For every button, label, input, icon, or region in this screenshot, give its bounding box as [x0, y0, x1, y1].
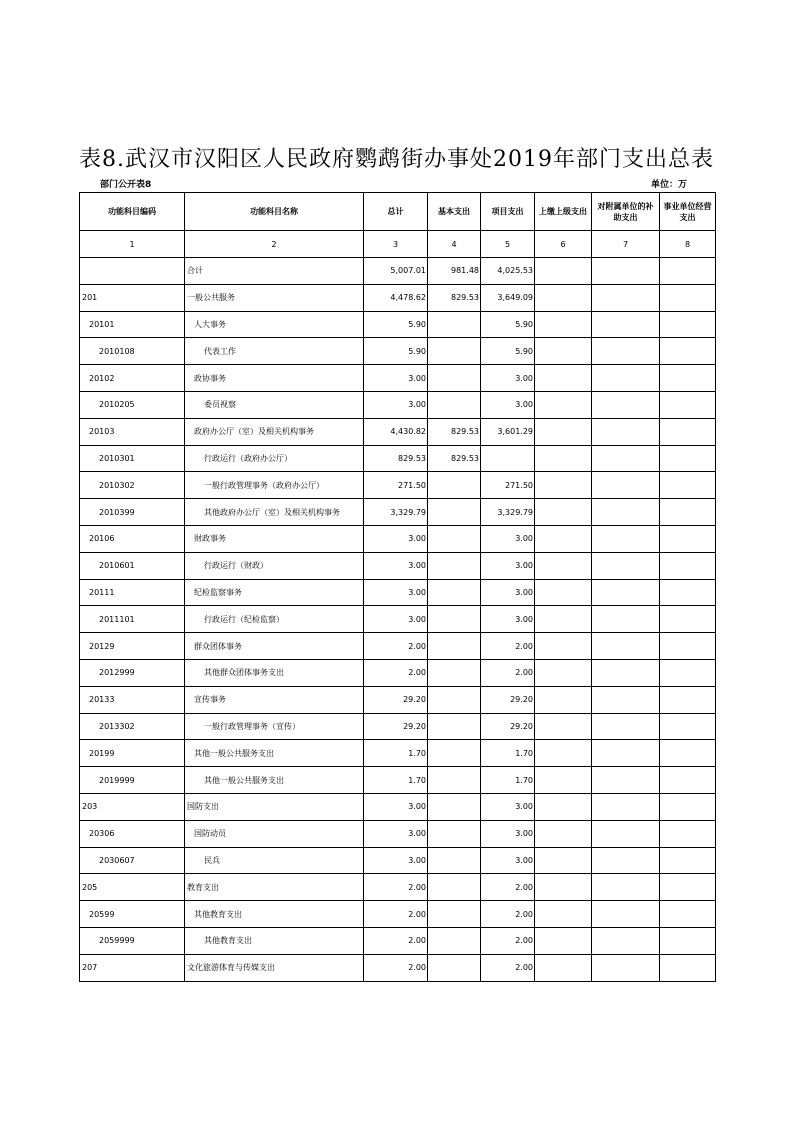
cell-code: 20106 [80, 525, 185, 552]
cell-basic: 829.53 [428, 284, 481, 311]
cell-code: 2010601 [80, 552, 185, 579]
cell-basic: 981.48 [428, 258, 481, 285]
cell-project: 2.00 [481, 659, 535, 686]
header-row [80, 193, 716, 231]
cell-name: 行政运行（纪检监察） [185, 606, 364, 633]
cell-upper [535, 713, 592, 740]
cell-basic [428, 525, 481, 552]
header-num: 4 [428, 231, 481, 258]
table-row [80, 767, 716, 794]
header-basic: 基本支出 [428, 193, 481, 231]
cell-project: 3,329.79 [481, 499, 535, 526]
cell-subsidy [592, 847, 660, 874]
cell-subsidy [592, 659, 660, 686]
cell-project: 3.00 [481, 820, 535, 847]
cell-basic [428, 311, 481, 338]
cell-code: 20129 [80, 633, 185, 660]
cell-project: 29.20 [481, 686, 535, 713]
cell-business [660, 338, 716, 365]
cell-name: 民兵 [185, 847, 364, 874]
cell-project: 5.90 [481, 338, 535, 365]
cell-total: 3.00 [364, 606, 428, 633]
cell-project: 5.90 [481, 311, 535, 338]
table-row [80, 874, 716, 901]
table-row [80, 338, 716, 365]
cell-subsidy [592, 820, 660, 847]
header-subsidy: 对附属单位的补助支出 [592, 193, 660, 231]
cell-basic [428, 820, 481, 847]
table-row [80, 311, 716, 338]
cell-name: 一般行政管理事务（政府办公厅） [185, 472, 364, 499]
cell-project: 2.00 [481, 874, 535, 901]
cell-upper [535, 552, 592, 579]
cell-business [660, 847, 716, 874]
cell-project: 1.70 [481, 767, 535, 794]
table-row [80, 927, 716, 954]
cell-total: 3.00 [364, 847, 428, 874]
cell-total: 271.50 [364, 472, 428, 499]
unit-label: 单位：万 [651, 180, 688, 190]
cell-upper [535, 606, 592, 633]
cell-business [660, 391, 716, 418]
cell-business [660, 365, 716, 392]
cell-total: 3.00 [364, 793, 428, 820]
cell-business [660, 499, 716, 526]
table-row [80, 659, 716, 686]
cell-upper [535, 793, 592, 820]
cell-total: 2.00 [364, 659, 428, 686]
cell-code: 207 [80, 954, 185, 981]
cell-subsidy [592, 499, 660, 526]
header-num: 1 [80, 231, 185, 258]
cell-subsidy [592, 633, 660, 660]
table-row [80, 499, 716, 526]
cell-subsidy [592, 472, 660, 499]
cell-subsidy [592, 365, 660, 392]
cell-project: 3.00 [481, 391, 535, 418]
cell-project: 3.00 [481, 365, 535, 392]
cell-total: 3.00 [364, 552, 428, 579]
cell-project: 29.20 [481, 713, 535, 740]
cell-code: 2010301 [80, 445, 185, 472]
cell-subsidy [592, 258, 660, 285]
header-num: 7 [592, 231, 660, 258]
cell-total: 3.00 [364, 391, 428, 418]
cell-subsidy [592, 874, 660, 901]
cell-code: 2010205 [80, 391, 185, 418]
cell-name: 一般公共服务 [185, 284, 364, 311]
table-body [80, 258, 716, 982]
cell-name: 合计 [185, 258, 364, 285]
cell-project: 4,025.53 [481, 258, 535, 285]
cell-total: 5.90 [364, 338, 428, 365]
cell-code: 2012999 [80, 659, 185, 686]
cell-subsidy [592, 767, 660, 794]
cell-name: 政府办公厅（室）及相关机构事务 [185, 418, 364, 445]
cell-name: 财政事务 [185, 525, 364, 552]
cell-total: 4,478.62 [364, 284, 428, 311]
cell-code: 20306 [80, 820, 185, 847]
cell-total: 3.00 [364, 579, 428, 606]
cell-business [660, 659, 716, 686]
cell-name: 纪检监察事务 [185, 579, 364, 606]
cell-name: 国防动员 [185, 820, 364, 847]
cell-name: 群众团体事务 [185, 633, 364, 660]
table-row [80, 284, 716, 311]
cell-business [660, 525, 716, 552]
cell-code: 2010108 [80, 338, 185, 365]
table-row [80, 954, 716, 981]
cell-name: 一般行政管理事务（宣传） [185, 713, 364, 740]
cell-upper [535, 258, 592, 285]
cell-upper [535, 820, 592, 847]
cell-subsidy [592, 740, 660, 767]
cell-basic: 829.53 [428, 445, 481, 472]
cell-name: 政协事务 [185, 365, 364, 392]
cell-basic [428, 365, 481, 392]
cell-basic [428, 338, 481, 365]
cell-total: 2.00 [364, 633, 428, 660]
cell-name: 国防支出 [185, 793, 364, 820]
cell-basic [428, 793, 481, 820]
cell-basic [428, 713, 481, 740]
cell-project: 3.00 [481, 579, 535, 606]
table-row [80, 606, 716, 633]
cell-upper [535, 418, 592, 445]
cell-code [80, 258, 185, 285]
table-row [80, 552, 716, 579]
cell-total: 3.00 [364, 365, 428, 392]
cell-total: 3,329.79 [364, 499, 428, 526]
table-row [80, 258, 716, 285]
cell-name: 其他群众团体事务支出 [185, 659, 364, 686]
cell-name: 其他一般公共服务支出 [185, 767, 364, 794]
cell-project: 3,601.29 [481, 418, 535, 445]
cell-upper [535, 686, 592, 713]
cell-upper [535, 445, 592, 472]
cell-basic [428, 391, 481, 418]
cell-upper [535, 659, 592, 686]
cell-name: 人大事务 [185, 311, 364, 338]
table-row [80, 445, 716, 472]
cell-business [660, 472, 716, 499]
cell-business [660, 418, 716, 445]
cell-basic [428, 499, 481, 526]
cell-code: 20133 [80, 686, 185, 713]
cell-business [660, 579, 716, 606]
cell-basic [428, 767, 481, 794]
cell-code: 205 [80, 874, 185, 901]
cell-basic [428, 954, 481, 981]
cell-name: 教育支出 [185, 874, 364, 901]
cell-basic: 829.53 [428, 418, 481, 445]
cell-upper [535, 901, 592, 928]
cell-code: 20101 [80, 311, 185, 338]
cell-code: 2011101 [80, 606, 185, 633]
cell-subsidy [592, 686, 660, 713]
cell-project: 271.50 [481, 472, 535, 499]
cell-total: 2.00 [364, 927, 428, 954]
cell-basic [428, 659, 481, 686]
cell-upper [535, 365, 592, 392]
cell-business [660, 820, 716, 847]
cell-subsidy [592, 579, 660, 606]
cell-subsidy [592, 901, 660, 928]
header-upper: 上缴上级支出 [535, 193, 592, 231]
header-business: 事业单位经营支出 [660, 193, 716, 231]
cell-total: 29.20 [364, 713, 428, 740]
cell-basic [428, 472, 481, 499]
cell-project: 2.00 [481, 633, 535, 660]
cell-code: 20102 [80, 365, 185, 392]
cell-business [660, 284, 716, 311]
cell-total: 5.90 [364, 311, 428, 338]
cell-business [660, 740, 716, 767]
cell-business [660, 713, 716, 740]
cell-subsidy [592, 552, 660, 579]
cell-name: 其他教育支出 [185, 901, 364, 928]
header-total: 总计 [364, 193, 428, 231]
table-row [80, 391, 716, 418]
table-row [80, 365, 716, 392]
cell-subsidy [592, 338, 660, 365]
cell-upper [535, 954, 592, 981]
header-num: 3 [364, 231, 428, 258]
cell-business [660, 686, 716, 713]
table-row [80, 793, 716, 820]
cell-project: 3.00 [481, 847, 535, 874]
cell-business [660, 633, 716, 660]
cell-subsidy [592, 284, 660, 311]
cell-project: 3,649.09 [481, 284, 535, 311]
table-row [80, 579, 716, 606]
cell-upper [535, 311, 592, 338]
cell-business [660, 311, 716, 338]
expenditure-table [79, 192, 716, 982]
table-row [80, 820, 716, 847]
cell-project [481, 445, 535, 472]
cell-total: 4,430.82 [364, 418, 428, 445]
cell-total: 2.00 [364, 954, 428, 981]
cell-upper [535, 391, 592, 418]
cell-project: 1.70 [481, 740, 535, 767]
cell-name: 其他教育支出 [185, 927, 364, 954]
cell-subsidy [592, 606, 660, 633]
cell-basic [428, 847, 481, 874]
header-number-row [80, 231, 716, 258]
cell-project: 2.00 [481, 901, 535, 928]
header-code: 功能科目编码 [80, 193, 185, 231]
cell-upper [535, 525, 592, 552]
cell-code: 20103 [80, 418, 185, 445]
cell-business [660, 901, 716, 928]
cell-business [660, 445, 716, 472]
cell-business [660, 258, 716, 285]
cell-upper [535, 472, 592, 499]
cell-basic [428, 552, 481, 579]
cell-subsidy [592, 793, 660, 820]
cell-code: 20199 [80, 740, 185, 767]
cell-code: 2019999 [80, 767, 185, 794]
table-id: 部门公开表8 [100, 180, 152, 190]
cell-project: 2.00 [481, 954, 535, 981]
cell-upper [535, 740, 592, 767]
cell-code: 203 [80, 793, 185, 820]
cell-subsidy [592, 713, 660, 740]
cell-upper [535, 338, 592, 365]
cell-subsidy [592, 418, 660, 445]
cell-total: 3.00 [364, 525, 428, 552]
header-num: 2 [185, 231, 364, 258]
cell-business [660, 954, 716, 981]
cell-project: 3.00 [481, 552, 535, 579]
cell-total: 2.00 [364, 874, 428, 901]
cell-name: 其他一般公共服务支出 [185, 740, 364, 767]
cell-basic [428, 740, 481, 767]
cell-code: 2059999 [80, 927, 185, 954]
cell-upper [535, 284, 592, 311]
cell-basic [428, 633, 481, 660]
cell-total: 5,007.01 [364, 258, 428, 285]
cell-basic [428, 606, 481, 633]
table-row [80, 686, 716, 713]
cell-name: 代表工作 [185, 338, 364, 365]
cell-code: 201 [80, 284, 185, 311]
cell-name: 文化旅游体育与传媒支出 [185, 954, 364, 981]
table-row [80, 525, 716, 552]
cell-total: 2.00 [364, 901, 428, 928]
cell-business [660, 874, 716, 901]
cell-basic [428, 901, 481, 928]
cell-subsidy [592, 311, 660, 338]
cell-name: 委员视察 [185, 391, 364, 418]
table-row [80, 418, 716, 445]
header-name: 功能科目名称 [185, 193, 364, 231]
cell-total: 29.20 [364, 686, 428, 713]
header-project: 项目支出 [481, 193, 535, 231]
cell-upper [535, 874, 592, 901]
table-row [80, 740, 716, 767]
cell-total: 1.70 [364, 767, 428, 794]
cell-basic [428, 927, 481, 954]
table-row [80, 901, 716, 928]
header-num: 5 [481, 231, 535, 258]
cell-upper [535, 579, 592, 606]
cell-upper [535, 927, 592, 954]
cell-total: 829.53 [364, 445, 428, 472]
cell-name: 其他政府办公厅（室）及相关机构事务 [185, 499, 364, 526]
cell-name: 行政运行（政府办公厅） [185, 445, 364, 472]
cell-basic [428, 874, 481, 901]
cell-code: 2010302 [80, 472, 185, 499]
cell-project: 3.00 [481, 606, 535, 633]
cell-upper [535, 767, 592, 794]
cell-code: 2030607 [80, 847, 185, 874]
cell-subsidy [592, 954, 660, 981]
cell-basic [428, 686, 481, 713]
cell-upper [535, 499, 592, 526]
cell-name: 行政运行（财政） [185, 552, 364, 579]
cell-subsidy [592, 391, 660, 418]
cell-subsidy [592, 525, 660, 552]
cell-project: 2.00 [481, 927, 535, 954]
cell-upper [535, 633, 592, 660]
cell-upper [535, 847, 592, 874]
header-num: 8 [660, 231, 716, 258]
page-title: 表8.武汉市汉阳区人民政府鹦鹉街办事处2019年部门支出总表 [79, 147, 714, 172]
cell-business [660, 606, 716, 633]
cell-business [660, 552, 716, 579]
cell-code: 20599 [80, 901, 185, 928]
table-row [80, 633, 716, 660]
cell-subsidy [592, 927, 660, 954]
table-row [80, 472, 716, 499]
cell-basic [428, 579, 481, 606]
cell-total: 3.00 [364, 820, 428, 847]
header-num: 6 [535, 231, 592, 258]
cell-project: 3.00 [481, 793, 535, 820]
table-row [80, 713, 716, 740]
cell-subsidy [592, 445, 660, 472]
cell-business [660, 927, 716, 954]
cell-total: 1.70 [364, 740, 428, 767]
table-row [80, 847, 716, 874]
cell-code: 2013302 [80, 713, 185, 740]
cell-name: 宣传事务 [185, 686, 364, 713]
cell-business [660, 767, 716, 794]
cell-project: 3.00 [481, 525, 535, 552]
cell-code: 2010399 [80, 499, 185, 526]
cell-business [660, 793, 716, 820]
cell-code: 20111 [80, 579, 185, 606]
